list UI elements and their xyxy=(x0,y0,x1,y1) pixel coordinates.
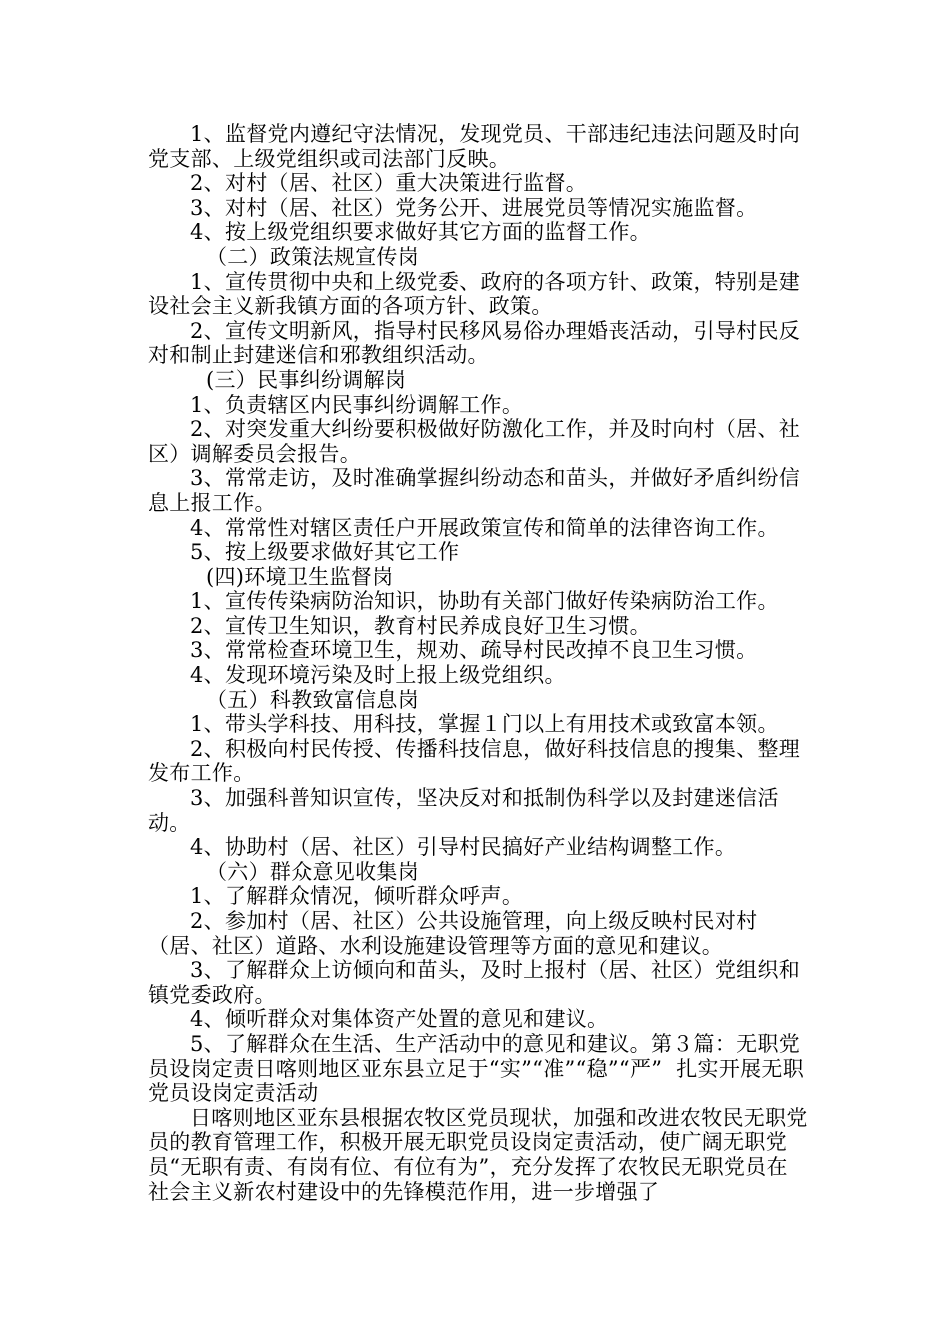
item-paragraph: 5、按上级要求做好其它工作 xyxy=(190,540,460,565)
item-paragraph: 2、积极向村民传授、传播科技信息，做好科技信息的搜集、整理发布工作。 xyxy=(148,736,801,786)
section-heading: （二）政策法规宣传岗 xyxy=(206,244,419,269)
item-paragraph: 4、按上级党组织要求做好其它方面的监督工作。 xyxy=(190,220,651,245)
item-paragraph: 1、了解群众情况，倾听群众呼声。 xyxy=(190,884,524,909)
item-paragraph: 2、参加村（居、社区）公共设施管理，向上级反映村民对村（居、社区）道路、水利设施建设管理等方面的意见和建议。 xyxy=(148,909,758,958)
item-paragraph: 1、负责辖区内民事纠纷调解工作。 xyxy=(190,392,524,417)
item-paragraph: 日喀则地区亚东县根据农牧区党员现状，加强和改进农牧民无职党员的教育管理工作，积极开展无职党员设岗定责活动，使广阔无职党员“无职有责、有岗有位、有位有为”，充分发挥了农牧民无职党员在社会主义新农村建设中的先锋模范作用，进一步增强了 xyxy=(148,1105,808,1204)
document-body xyxy=(148,122,808,1204)
item-paragraph: 5、了解群众在生活、生产活动中的意见和建议。第３篇：无职党员设岗定责日喀则地区亚东县立足于“实”“准”“稳”“严” 扎实开展无职党员设岗定责活动 xyxy=(148,1031,805,1106)
section-heading: (三）民事纠纷调解岗 xyxy=(206,367,407,392)
section-heading: （五）科教致富信息岗 xyxy=(206,687,419,712)
section-heading: （六）群众意见收集岗 xyxy=(206,859,419,884)
item-paragraph: 2、对突发重大纠纷要积极做好防激化工作，并及时向村（居、社区）调解委员会报告。 xyxy=(148,417,801,466)
item-paragraph: 3、对村（居、社区）党务公开、进展党员等情况实施监督。 xyxy=(190,195,758,220)
item-paragraph: 4、发现环境污染及时上报上级党组织。 xyxy=(190,663,566,688)
item-paragraph: 3、常常检查环境卫生，规劝、疏导村民改掉不良卫生习惯。 xyxy=(190,638,758,663)
item-paragraph: 1、监督党内遵纪守法情况，发现党员、干部违纪违法问题及时向党支部、上级党组织或司法部门反映。 xyxy=(148,122,801,171)
item-paragraph: 4、协助村（居、社区）引导村民搞好产业结构调整工作。 xyxy=(190,835,737,860)
item-paragraph: 2、宣传卫生知识，教育村民养成良好卫生习惯。 xyxy=(190,613,651,638)
item-paragraph: 1、带头学科技、用科技，掌握１门以上有用技术或致富本领。 xyxy=(190,712,779,737)
item-paragraph: 4、常常性对辖区责任户开展政策宣传和简单的法律咨询工作。 xyxy=(190,515,779,540)
item-paragraph: 2、宣传文明新风，指导村民移风易俗办理婚丧活动，引导村民反对和制止封建迷信和邪教组织活动。 xyxy=(148,318,801,368)
item-paragraph: 2、对村（居、社区）重大决策进行监督。 xyxy=(190,171,588,196)
item-paragraph: 3、加强科普知识宣传，坚决反对和抵制伪科学以及封建迷信活动。 xyxy=(148,786,779,835)
item-paragraph: 3、常常走访，及时准确掌握纠纷动态和苗头，并做好矛盾纠纷信息上报工作。 xyxy=(148,466,801,515)
item-paragraph: 4、倾听群众对集体资产处置的意见和建议。 xyxy=(190,1007,609,1032)
item-paragraph: 1、宣传传染病防治知识，协助有关部门做好传染病防治工作。 xyxy=(190,589,779,614)
section-heading: (四)环境卫生监督岗 xyxy=(206,564,394,589)
item-paragraph: 3、了解群众上访倾向和苗头，及时上报村（居、社区）党组织和镇党委政府。 xyxy=(148,958,801,1007)
item-paragraph: 1、宣传贯彻中央和上级党委、政府的各项方针、政策，特别是建设社会主义新我镇方面的各项方针、政策。 xyxy=(148,269,801,319)
